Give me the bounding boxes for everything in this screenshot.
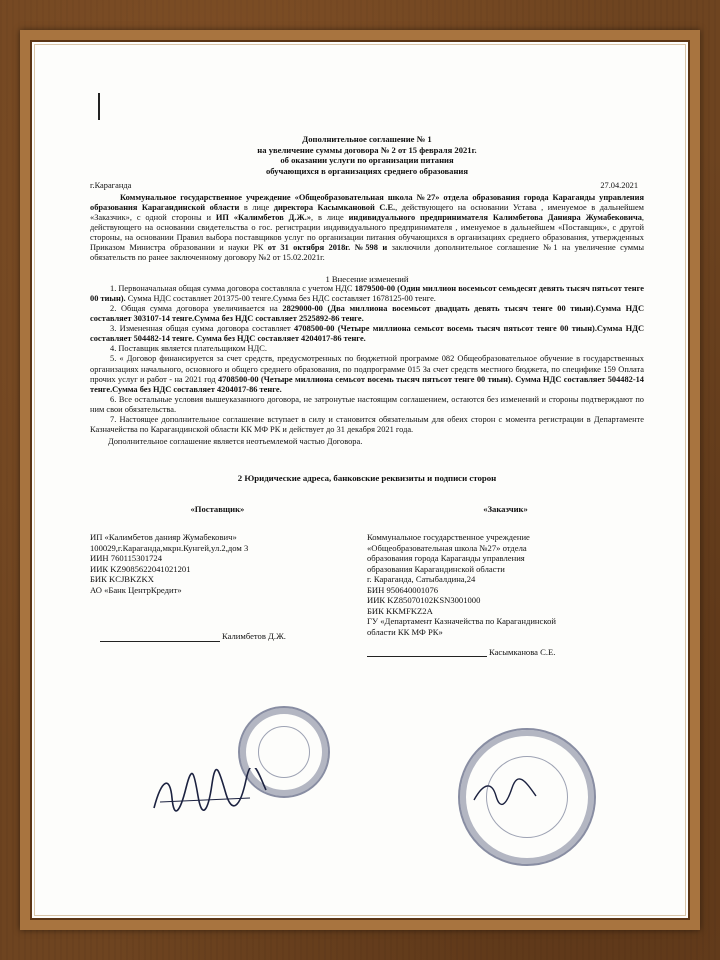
supplier-heading: «Поставщик» [190, 503, 245, 514]
customer-line: образования Карагандинской области [367, 563, 505, 574]
supplier-column [90, 504, 345, 658]
customer-column [367, 504, 644, 658]
item-3 [90, 324, 644, 344]
preamble-order-date: от 31 октября 2018г. №598 и [267, 243, 388, 253]
item-2-text: 2. Общая сумма договора увеличивается на [110, 304, 283, 314]
title-line-4: обучающихся в организациях среднего образования [265, 166, 469, 177]
customer-line: БИК KKMFKZ2A [367, 605, 433, 616]
item-5-text: 5. « Договор финансируется за счет средств, предусмотренных по бюджетной программе 082 Общеобразовательное обучение в государственных организациях начального, основного и общего среднего образования, по подпрограмме 015 За счет средств местного бюджета, по специфике 159 Оплата прочих услуг и работ - на 2021 год [90, 354, 644, 384]
preamble-text-d: , действующего на основании свидетельства о гос. регистрации индивидуального предпринимателя , именуемое в дальнейшем «Поставщик», с другой стороны, на основании Правил выбора поставщиков услуг по организации питания обучающихся в организациях среднего образования, утвержденных Приказом Министра образовании и науки РК [90, 213, 644, 253]
customer-line: Коммунальное государственное учреждение [367, 532, 530, 543]
preamble [90, 193, 644, 264]
customer-heading: «Заказчик» [483, 503, 528, 514]
item-2 [90, 304, 644, 324]
customer-signature-line [367, 647, 644, 657]
preamble-entrepreneur: индивидуального предпринимателя Калимбетова Данияра Жумабековича [348, 213, 642, 223]
customer-line: области КК МФ РК» [367, 626, 443, 637]
customer-signature-icon [470, 778, 540, 808]
customer-line: ИИК KZ85070102KSN3001000 [367, 595, 481, 606]
supplier-line: ИИН 760115301724 [90, 553, 163, 564]
item-1-amount: 1879500-00 (Один миллион восемьсот семьдесят девять тысяч пятьсот тенге 00 тиын). [90, 283, 644, 303]
item-7: 7. Настоящее дополнительное соглашение вступает в силу и становится обязательным для обеих сторон с момента регистрации в Департаменте Казначейства по Карагандинской области КК МФ РК и действует до 31 декабря 2021 года. [90, 414, 644, 434]
item-2-amount: 2829000-00 (Два миллиона восемьсот двадцать девять тысяч тенге 00 тиын).Сумма НДС составляет 303107-14 тенге.Сумма без НДС составляет 2525892-86 тенге. [90, 304, 644, 324]
section-1-title: 1 Внесение изменений [325, 273, 409, 284]
preamble-text-a: в лице [239, 203, 274, 213]
supplier-line: БИК KCJBKZKX [90, 574, 154, 585]
supplier-line: ИИК KZ9085622041021201 [90, 563, 191, 574]
title-line-1: Дополнительное соглашение № 1 [302, 134, 432, 144]
title-line-2: на увеличение суммы договора № 2 от 15 февраля 2021г. [257, 144, 477, 155]
title-line-3: об оказании услуги по организации питания [280, 155, 454, 166]
item-3-amount: 4708500-00 (Четыре миллиона семьсот восемь тысяч пятьсот тенге 00 тиын).Сумма НДС составляет 504482-14 тенге. Сумма без НДС составляет 4204017-86 тенге. [90, 324, 645, 344]
item-4: 4. Поставщик является плательщиком НДС. [110, 344, 267, 354]
supplier-signature-line [100, 631, 345, 641]
item-3-text: 3. Измененная общая сумма договора составляет [110, 324, 294, 334]
place: г.Караганда [90, 180, 132, 190]
item-6: 6. Все остальные условия вышеуказанного договора, не затронутые настоящим соглашением, остаются без изменений и стороны подтверждают по ним свои обязательства. [90, 394, 644, 414]
preamble-text-e: заключили дополнительное соглашение №1 на увеличение суммы обязательств по ранее заключенному договору №2 от 15.02.2021г. [90, 243, 644, 263]
document-page [90, 92, 644, 822]
supplier-signer: Калимбетов Д.Ж. [222, 631, 286, 642]
preamble-text-c: , в лице [311, 213, 349, 223]
customer-line: БИН 950640001076 [367, 584, 439, 595]
date: 27.04.2021 [600, 180, 638, 190]
preamble-text-b: , действующего на основании Устава , именуемое в дальнейшем «Заказчик», с одной стороны и [90, 203, 644, 223]
closing-note: Дополнительное соглашение является неотъемлемой частью Договора. [108, 437, 363, 447]
supplier-line: АО «Банк ЦентрКредит» [90, 584, 182, 595]
preamble-supplier-name: ИП «Калимбетов Д.Ж.» [215, 213, 312, 223]
customer-line: образования города Караганды управления [367, 553, 525, 564]
parties-columns [90, 504, 644, 658]
item-5 [90, 354, 644, 394]
preamble-customer-name: Коммунальное государственное учреждение «Общеобразовательная школа №27» отдела образования города Караганды управления образования Карагандинской области [90, 193, 644, 213]
item-5-amount: 4708500-00 (Четыре миллиона семьсот восемь тысяч пятьсот тенге 00 тиын). Сумма НДС составляет 504482-14 тенге.Сумма без НДС составляет 4204017-86 тенге. [90, 374, 644, 394]
supplier-signature-icon [150, 768, 270, 818]
supplier-signature-blank [100, 641, 220, 642]
supplier-line: ИП «Калимбетов данияр Жумабекович» [90, 532, 237, 543]
section-2-title: 2 Юридические адреса, банковские реквизиты и подписи сторон [237, 473, 497, 484]
place-date-line [90, 181, 644, 191]
item-1-vat: Сумма НДС составляет 201375-00 тенге.Сумма без НДС составляет 1678125-00 тенге. [125, 293, 436, 303]
preamble-director: директора Касымкановой С.Е. [273, 203, 396, 213]
customer-line: г. Караганда, Сатыбалдина,24 [367, 574, 476, 585]
item-1 [90, 284, 644, 304]
customer-line: «Общеобразовательная школа №27» отдела [367, 542, 527, 553]
customer-line: ГУ «Департамент Казначейства по Карагандинской [367, 616, 556, 627]
customer-signature-blank [367, 656, 487, 657]
customer-signer: Касымканова С.Е. [489, 647, 556, 657]
supplier-line: 100029,г.Караганда,мкрн.Кунгей,ул.2,дом 3 [90, 542, 249, 553]
item-1-text: 1. Первоначальная общая сумма договора составляла с учетом НДС [110, 283, 355, 293]
document-title [90, 134, 644, 177]
